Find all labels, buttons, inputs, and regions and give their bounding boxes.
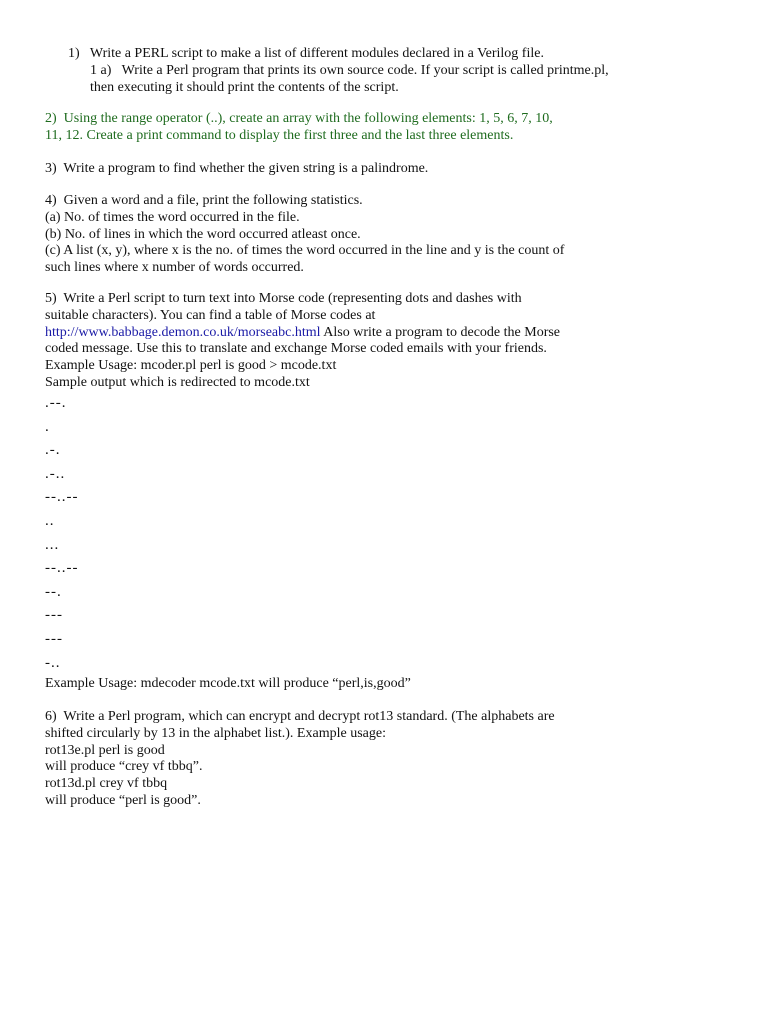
morse-line: . — [45, 418, 50, 435]
morse-line: ... — [45, 536, 60, 553]
question-2 — [45, 111, 585, 145]
morse-line: --- — [45, 607, 63, 624]
example-usage: Example Usage: mcoder.pl perl is good > mcode.txt — [45, 358, 337, 374]
decoder-usage-text: Example Usage: mdecoder mcode.txt will produce “perl,is,good” — [45, 676, 411, 691]
morse-line: --- — [45, 630, 63, 647]
question-4a-text: (a) No. of times the word occurred in the file. — [45, 209, 300, 225]
question-6-text-cont: shifted circularly by 13 in the alphabet list.). Example usage: — [45, 725, 386, 741]
morse-line: .-. — [45, 442, 61, 459]
rot13-decrypt-usage: rot13d.pl crey vf tbbq — [45, 776, 168, 792]
question-4-text: 4) Given a word and a file, print the following statistics. — [45, 193, 363, 208]
question-5-text-cont: suitable characters). You can find a table of Morse codes at — [45, 307, 376, 323]
question-1a-text-cont: then executing it should print the contents of the script. — [90, 79, 399, 95]
morse-line: --. — [45, 583, 62, 600]
morse-table-link[interactable]: http://www.babbage.demon.co.uk/morseabc.html — [45, 324, 321, 340]
question-6-text: 6) Write a Perl program, which can encrypt and decrypt rot13 standard. (The alphabets are — [45, 709, 555, 724]
rot13-encrypt-usage: rot13e.pl perl is good — [45, 742, 165, 758]
question-4 — [45, 193, 585, 277]
question-5-text-cont-2: coded message. Use this to translate and exchange Morse coded emails with your friends. — [45, 341, 547, 357]
question-6 — [45, 709, 585, 810]
question-4c-text-cont: such lines where x number of words occurred. — [45, 260, 304, 276]
question-5-link-line — [45, 325, 585, 342]
morse-line: .. — [45, 512, 55, 529]
morse-line: -.. — [45, 654, 61, 671]
question-5-text: 5) Write a Perl script to turn text into Morse code (representing dots and dashes with — [45, 291, 522, 306]
question-4c-text: (c) A list (x, y), where x is the no. of times the word occurred in the line and y is the count of — [45, 243, 565, 259]
morse-line: --..-- — [45, 489, 79, 506]
decoder-usage — [45, 676, 585, 693]
question-2-text-cont: 11, 12. Create a print command to display the first three and the last three elements. — [45, 127, 514, 143]
question-2-text: 2) Using the range operator (..), create an array with the following elements: 1, 5, 6, 7, 10, — [45, 111, 553, 126]
question-1a-text: 1 a) Write a Perl program that prints its own source code. If your script is called printme.pl, — [90, 62, 609, 78]
question-5 — [45, 291, 585, 392]
question-3 — [45, 161, 585, 178]
rot13-decrypt-result: will produce “perl is good”. — [45, 792, 201, 808]
sample-output-caption: Sample output which is redirected to mcode.txt — [45, 374, 310, 390]
question-1-text: 1) Write a PERL script to make a list of different modules declared in a Verilog file. — [68, 46, 544, 61]
question-4b-text: (b) No. of lines in which the word occurred atleast once. — [45, 226, 361, 242]
question-5-link-line-rest: Also write a program to decode the Morse — [320, 324, 561, 340]
rot13-encrypt-result: will produce “crey vf tbbq”. — [45, 759, 203, 775]
morse-output — [45, 392, 245, 675]
question-3-text: 3) Write a program to find whether the given string is a palindrome. — [45, 161, 429, 176]
morse-line: .-.. — [45, 465, 66, 482]
morse-line: .--. — [45, 395, 67, 411]
question-1 — [68, 46, 608, 96]
morse-line: --..-- — [45, 560, 79, 577]
